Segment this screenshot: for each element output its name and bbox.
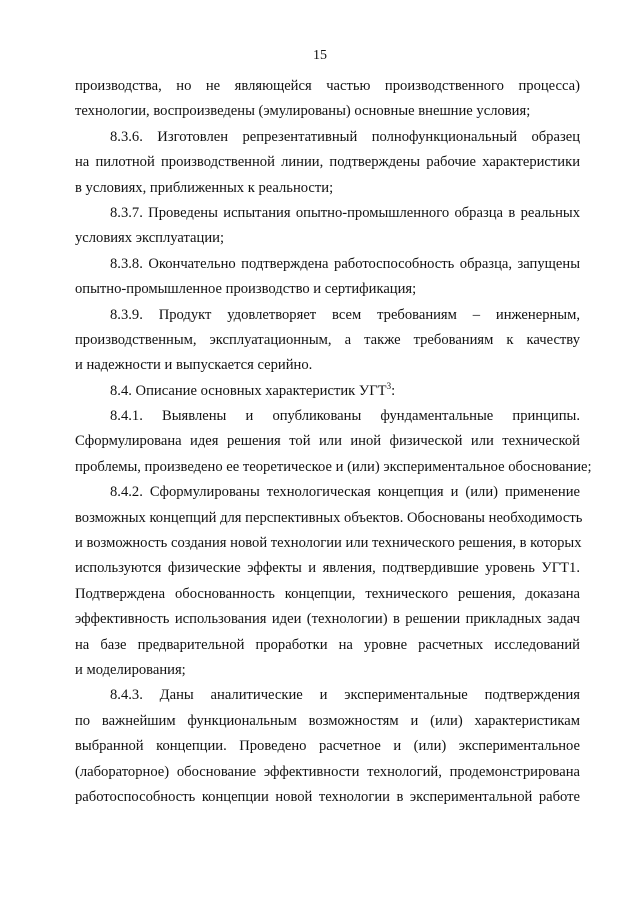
- text-line-content: возможных концепций для перспективных объектов. Обоснованы необходимость: [75, 509, 583, 526]
- text-line-content: условиях эксплуатации;: [75, 230, 224, 247]
- text-line-content: опытно-промышленное производство и сертификация;: [75, 281, 417, 298]
- text-line-content: 8.3.6. Изготовлен репрезентативный полнофункциональный образец: [110, 128, 580, 145]
- text-line: [75, 303, 580, 328]
- text-line: [75, 633, 580, 658]
- text-line: [75, 429, 580, 454]
- text-line: [75, 531, 580, 556]
- text-line-content: 8.4.3. Даны аналитические и экспериментальные подтверждения: [110, 687, 580, 704]
- text-line-content: Сформулирована идея решения той или иной физической или технической: [75, 433, 580, 450]
- text-line-content: на пилотной производственной линии, подтверждены рабочие характеристики: [75, 154, 580, 171]
- text-line: [75, 556, 580, 581]
- text-line: [75, 150, 580, 175]
- text-line-content: и моделирования;: [75, 661, 186, 678]
- text-line-content: 8.3.9. Продукт удовлетворяет всем требованиям – инженерным,: [110, 306, 580, 323]
- text-line-content: (лабораторное) обоснование эффективности технологий, продемонстрирована: [75, 763, 580, 780]
- text-line-content: 8.4.2. Сформулированы технологическая концепция и (или) применение: [110, 484, 580, 501]
- text-line: [75, 455, 592, 480]
- text-line: [75, 353, 580, 378]
- text-line-content: 8.3.7. Проведены испытания опытно-промышленного образца в реальных: [110, 204, 580, 221]
- text-line: [75, 709, 580, 734]
- text-line-content: используются физические эффекты и явления, подтвердившие уровень УГТ1.: [75, 560, 580, 577]
- text-line: [75, 734, 580, 759]
- text-line: [75, 404, 580, 429]
- footnote-marker: 3: [386, 380, 392, 391]
- text-line: [75, 176, 580, 201]
- text-line-content: Подтверждена обоснованность концепции, технического решения, доказана: [75, 585, 580, 602]
- text-line: [75, 582, 580, 607]
- text-line-content: и надежности и выпускается серийно.: [75, 357, 313, 374]
- text-line-content: технологии, воспроизведены (эмулированы) основные внешние условия;: [75, 103, 531, 120]
- text-line-content: 8.4.1. Выявлены и опубликованы фундаментальные принципы.: [110, 408, 580, 425]
- text-line: [75, 125, 580, 150]
- text-line-content: производства, но не являющейся частью производственного процесса): [75, 78, 580, 94]
- text-line-content: проблемы, произведено ее теоретическое и (или) экспериментальное обоснование;: [75, 458, 592, 475]
- text-line: [75, 379, 580, 404]
- text-line-content: работоспособность концепции новой технологии в экспериментальной работе: [75, 788, 580, 805]
- text-line: [75, 785, 580, 810]
- text-line: [75, 277, 580, 302]
- text-line: [75, 683, 580, 708]
- text-line: [75, 201, 580, 226]
- text-line: [75, 480, 580, 505]
- text-line: [75, 658, 580, 683]
- text-line: [75, 760, 580, 785]
- text-line-content: по важнейшим функциональным возможностям и (или) характеристикам: [75, 712, 580, 729]
- text-line: [75, 328, 580, 353]
- text-line-content: 8.3.8. Окончательно подтверждена работоспособность образца, запущены: [110, 255, 580, 272]
- text-line-content: в условиях, приближенных к реальности;: [75, 179, 334, 196]
- text-line: [75, 226, 580, 251]
- text-line: [75, 74, 580, 99]
- text-line: [75, 506, 583, 531]
- text-line: [75, 607, 580, 632]
- text-line-content: на базе предварительной проработки на уровне расчетных исследований: [75, 636, 580, 653]
- text-line-content: выбранной концепции. Проведено расчетное и (или) экспериментальное: [75, 738, 580, 755]
- text-line: [75, 99, 580, 124]
- text-line-tail: :: [391, 382, 396, 399]
- text-line-content: производственным, эксплуатационным, а также требованиям к качеству: [75, 331, 580, 348]
- text-line-content: 8.4. Описание основных характеристик УГТ: [110, 382, 387, 399]
- text-line-content: эффективность использования идеи (технологии) в решении прикладных задач: [75, 611, 580, 628]
- text-line: [75, 252, 580, 277]
- document-body: [75, 74, 592, 810]
- page-number: 15: [313, 48, 327, 63]
- text-line-content: и возможность создания новой технологии или технического решения, в которых: [75, 535, 582, 552]
